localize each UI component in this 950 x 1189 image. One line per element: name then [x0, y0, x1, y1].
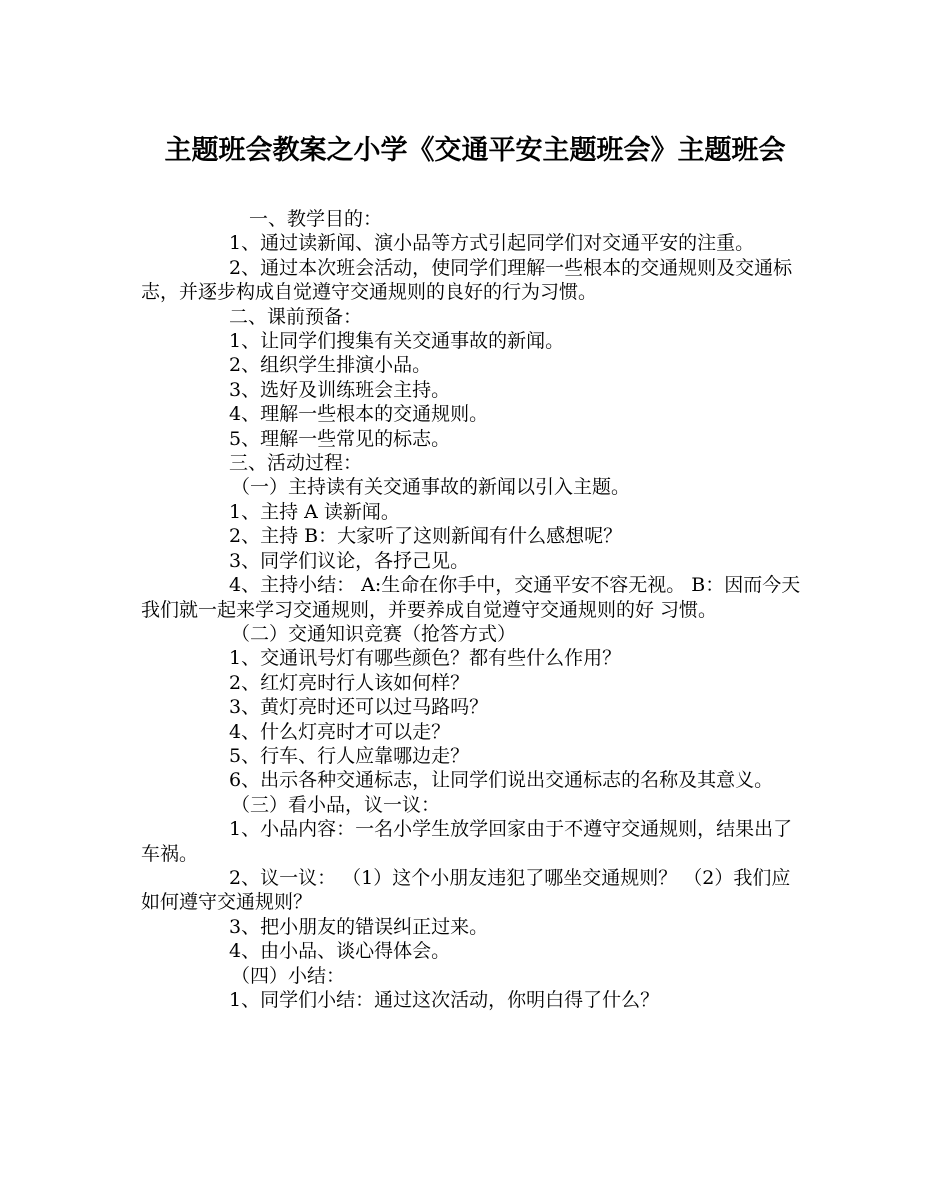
paragraph: 2、主持 B：大家听了这则新闻有什么感想呢？ — [229, 525, 623, 548]
paragraph: 2、红灯亮时行人该如何样？ — [229, 671, 470, 694]
subsection-heading: （四）小结： — [231, 964, 346, 987]
paragraph: 4、理解一些根本的交通规则。 — [229, 403, 489, 426]
paragraph: 2、通过本次班会活动，使同学们理解一些根本的交通规则及交通标志，并逐步构成自觉遵守交通规则的良好的行为习惯。 — [141, 256, 793, 304]
paragraph: 5、理解一些常见的标志。 — [229, 427, 451, 450]
paragraph: 6、出示各种交通标志，让同学们说出交通标志的名称及其意义。 — [229, 769, 774, 792]
subsection-heading: （一）主持读有关交通事故的新闻以引入主题。 — [231, 476, 631, 499]
subsection-heading: （二）交通知识竞赛（抢答方式） — [231, 622, 517, 645]
paragraph: 4、由小品、谈心得体会。 — [229, 940, 451, 963]
document-title: 主题班会教案之小学《交通平安主题班会》主题班会 — [164, 135, 786, 166]
paragraph: 4、什么灯亮时才可以走？ — [229, 720, 451, 743]
paragraph: 4、主持小结： A:生命在你手中，交通平安不容无视。 B：因而今天我们就一起来学习交通规则，并要养成自觉遵守交通规则的好 习惯。 — [141, 574, 801, 621]
paragraph: 2、议一议： （1）这个小朋友违犯了哪坐交通规则？ （2）我们应如何遵守交通规则？ — [141, 866, 791, 914]
paragraph: 1、同学们小结：通过这次活动，你明白得了什么？ — [229, 989, 660, 1011]
paragraph: 1、小品内容：一名小学生放学回家由于不遵守交通规则，结果出了车祸。 — [141, 818, 793, 865]
paragraph: 1、让同学们搜集有关交通事故的新闻。 — [229, 330, 565, 353]
paragraph: 5、行车、行人应靠哪边走？ — [229, 744, 470, 767]
paragraph: 1、通过读新闻、演小品等方式引起同学们对交通平安的注重。 — [229, 232, 755, 255]
section-heading-preparation: 二、课前预备： — [229, 305, 363, 328]
paragraph: 3、把小朋友的错误纠正过来。 — [229, 915, 489, 938]
paragraph: 1、主持 A 读新闻。 — [229, 500, 400, 523]
section-heading-process: 三、活动过程： — [229, 452, 363, 475]
paragraph: 3、同学们议论，各抒己见。 — [229, 549, 470, 572]
document-body — [141, 207, 809, 1012]
paragraph: 3、选好及训练班会主持。 — [229, 378, 451, 401]
subsection-heading: （三）看小品，议一议： — [231, 793, 441, 816]
paragraph: 1、交通讯号灯有哪些颜色？都有些什么作用？ — [229, 647, 622, 670]
section-heading-objectives: 一、教学目的： — [249, 208, 383, 230]
paragraph: 3、黄灯亮时还可以过马路吗？ — [229, 696, 489, 719]
paragraph: 2、组织学生排演小品。 — [229, 354, 432, 377]
